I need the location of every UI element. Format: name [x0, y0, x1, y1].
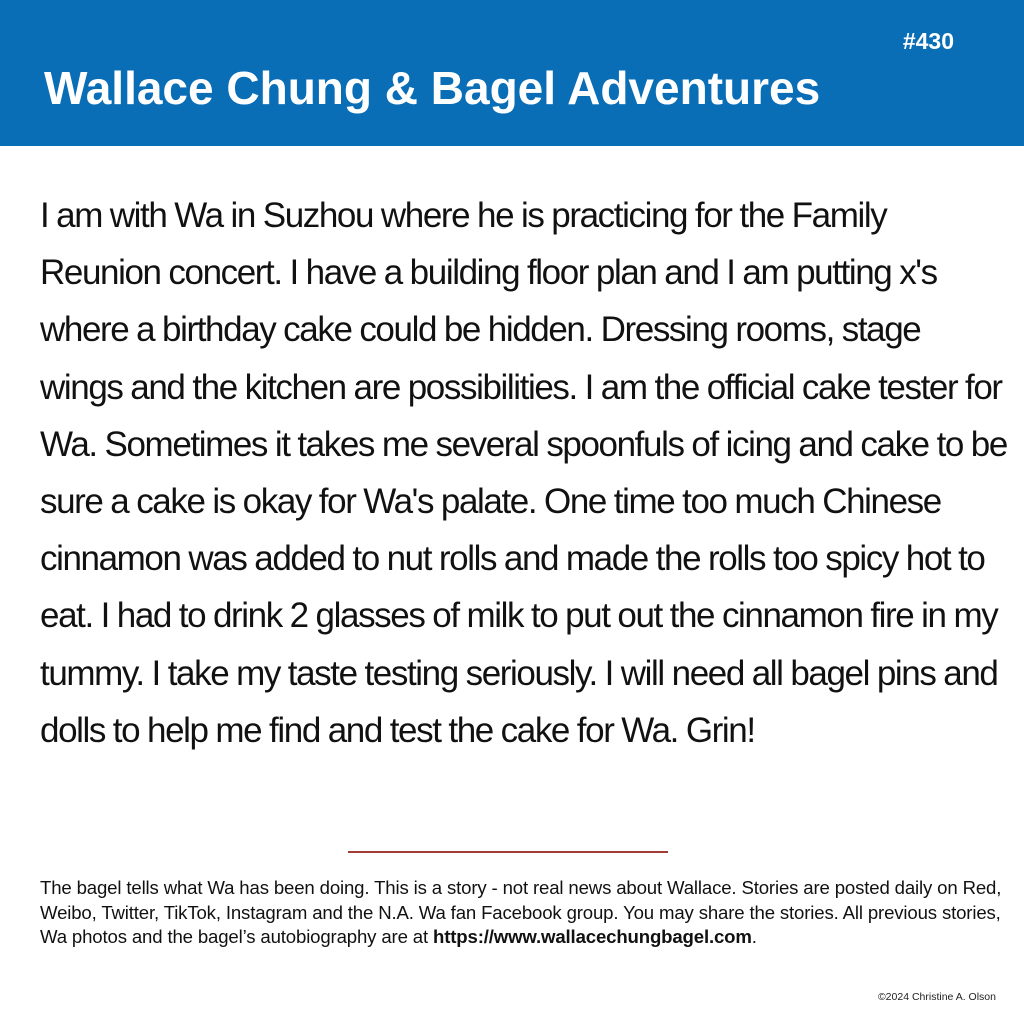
copyright-notice: ©2024 Christine A. Olson [877, 991, 996, 1003]
footer-note-text: The bagel tells what Wa has been doing. This is a story - not real news about Wallace. Stories are posted daily on Red, Weibo, Twitter, TikTok, Instagram and the N.A. Wa fan Facebook group. You may share the stories. All previous stories, Wa photos and the bagel’s autobiography are at [40, 877, 1002, 947]
issue-number: #430 [902, 28, 954, 54]
divider-line [348, 851, 668, 853]
page-title: Wallace Chung & Bagel Adventures [44, 62, 821, 114]
footer-note-end: . [751, 926, 757, 947]
story-text: I am with Wa in Suzhou where he is practicing for the Family Reunion concert. I have a building floor plan and I am putting x's where a birthday cake could be hidden. Dressing rooms, stage wings and the kitchen are possibilities. I am the official cake tester for Wa. Sometimes it takes me several spoonfuls of icing and cake to be sure a cake is okay for Wa's palate. One time too much Chinese cinnamon was added to nut rolls and made the rolls too spicy hot to eat. I had to drink 2 glasses of milk to put out the cinnamon fire in my tummy. I take my taste testing seriously. I will need all bagel pins and dolls to help me find and test the cake for Wa. Grin! [40, 196, 1007, 750]
header-banner [0, 0, 1024, 146]
footer-note [40, 876, 1008, 950]
website-link[interactable]: https://www.wallacechungbagel.com [433, 926, 752, 947]
